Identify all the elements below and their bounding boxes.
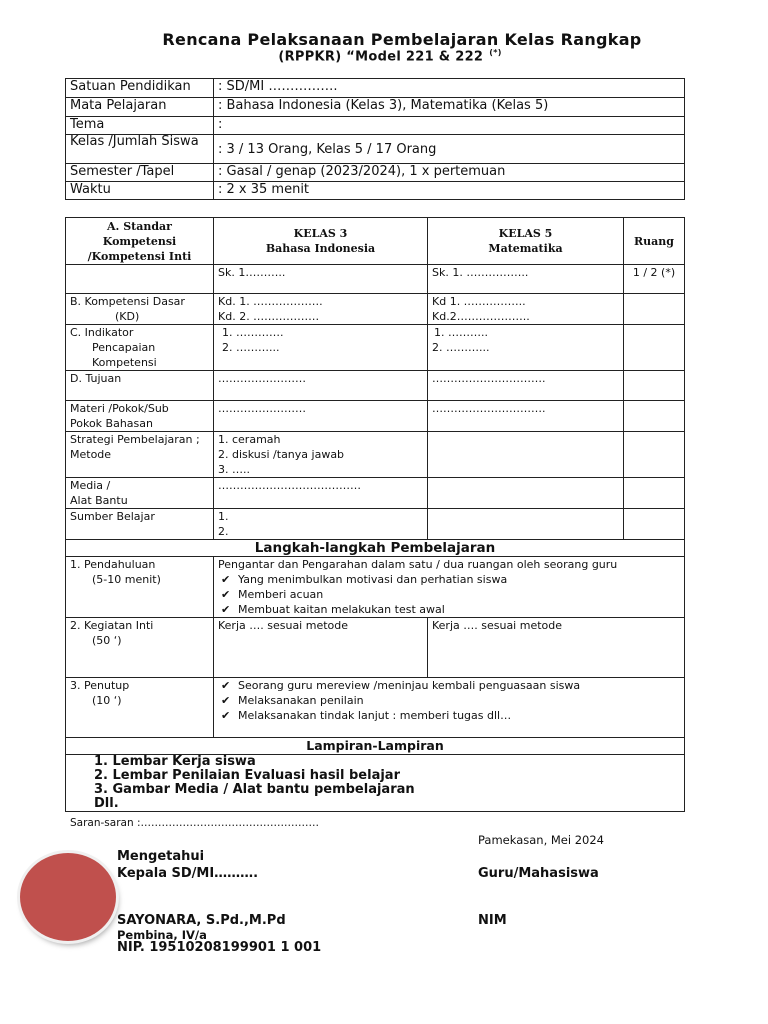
penutup-label <box>66 678 214 738</box>
header-kelas-5 <box>428 218 624 265</box>
strategi-ruang <box>624 432 685 478</box>
kepala-nip: NIP. 19510208199901 1 001 <box>117 940 322 955</box>
mengetahui: Mengetahui <box>117 849 205 864</box>
kd-label <box>66 294 214 325</box>
check-icon: ✔ <box>221 694 231 707</box>
cell-line: Kd 1. …………….. <box>432 295 526 308</box>
identity-label: Waktu <box>66 182 214 200</box>
sk-label <box>66 265 214 294</box>
header-kelas-3 <box>214 218 428 265</box>
document-title: Rencana Pelaksanaan Pembelajaran Kelas Rangkap <box>162 30 642 49</box>
sumber-kelas-5 <box>428 509 624 540</box>
label-line: 3. Penutup <box>70 679 130 692</box>
check-icon: ✔ <box>221 709 231 722</box>
label-line: Pencapaian <box>92 341 156 354</box>
media-kelas-3: ………………………………… <box>214 478 428 509</box>
header-ruang: Ruang <box>624 218 685 265</box>
header-line: /Kompetensi Inti <box>87 249 192 263</box>
media-kelas-5 <box>428 478 624 509</box>
check-icon: ✔ <box>221 603 231 616</box>
indikator-kelas-5 <box>428 325 624 371</box>
cell-line: 1. ……….. <box>434 326 488 339</box>
identity-value: : Gasal / genap (2023/2024), 1 x pertemuan <box>214 164 685 182</box>
cell-line: 2. ………... <box>222 341 280 354</box>
media-ruang <box>624 478 685 509</box>
label-line: Pokok Bahasan <box>70 417 153 430</box>
nim-label: NIM <box>478 913 507 928</box>
lampiran-item: 3. Gambar Media / Alat bantu pembelajaran <box>94 782 415 797</box>
sk-kelas-3: Sk. 1……….. <box>214 265 428 294</box>
identity-label: Kelas /Jumlah Siswa <box>66 135 214 164</box>
tujuan-label: D. Tujuan <box>66 371 214 401</box>
inti-label <box>66 618 214 678</box>
note-mark: (*) <box>489 48 502 57</box>
label-line: (5-10 menit) <box>92 573 161 586</box>
tujuan-kelas-3: …………………… <box>214 371 428 401</box>
identity-label: Semester /Tapel <box>66 164 214 182</box>
document-subtitle <box>0 48 768 64</box>
sk-kelas-5: Sk. 1. …………….. <box>428 265 624 294</box>
sumber-ruang <box>624 509 685 540</box>
label-line: (KD) <box>115 310 140 323</box>
materi-kelas-5: …………………………. <box>428 401 624 432</box>
check-item-text: Yang menimbulkan motivasi dan perhatian siswa <box>238 573 508 586</box>
tujuan-ruang <box>624 371 685 401</box>
saran: Saran-saran :…………………………………………… <box>70 817 319 829</box>
cell-line: Kd.2……………….. <box>432 310 530 323</box>
header-line: Kompetensi <box>102 234 177 248</box>
header-line: A. Standar <box>107 219 172 233</box>
label-line: B. Kompetensi Dasar <box>70 295 185 308</box>
materi-label <box>66 401 214 432</box>
label-line: (50 ‘) <box>92 634 122 647</box>
lampiran-item: Dll. <box>94 796 119 811</box>
header-line: KELAS 5 <box>498 227 553 240</box>
strategi-label <box>66 432 214 478</box>
identity-table <box>65 78 685 200</box>
label-line: Strategi Pembelajaran ; <box>70 433 200 446</box>
header-line: KELAS 3 <box>293 227 348 240</box>
indikator-ruang <box>624 325 685 371</box>
identity-value: : <box>214 117 685 135</box>
identity-label: Satuan Pendidikan <box>66 79 214 98</box>
inti-kelas-5: Kerja …. sesuai metode <box>428 618 685 678</box>
indikator-kelas-3 <box>214 325 428 371</box>
kd-kelas-3 <box>214 294 428 325</box>
label-line: 1. Pendahuluan <box>70 558 156 571</box>
subtitle-text: (RPPKR) “Model 221 & 222 <box>278 49 484 65</box>
check-item <box>218 693 680 708</box>
check-item-text: Melaksanakan tindak lanjut : memberi tugas dll… <box>238 709 512 722</box>
cell-line: 1. ceramah <box>218 433 281 446</box>
lampiran-list <box>66 755 685 812</box>
label-line: 2. Kegiatan Inti <box>70 619 154 632</box>
cell-line: 2. ………... <box>432 341 490 354</box>
sk-ruang: 1 / 2 (*) <box>624 265 685 294</box>
cell-line: 2. diskusi /tanya jawab <box>218 448 345 461</box>
identity-label: Tema <box>66 117 214 135</box>
langkah-title: Langkah-langkah Pembelajaran <box>66 540 685 557</box>
strategi-kelas-3 <box>214 432 428 478</box>
media-label <box>66 478 214 509</box>
label-line: Metode <box>70 448 112 461</box>
sumber-label: Sumber Belajar <box>66 509 214 540</box>
check-icon: ✔ <box>221 573 231 586</box>
check-item <box>218 708 680 723</box>
stamp-seal <box>20 853 116 941</box>
cell-line: Kd. 2. ……………… <box>218 310 320 323</box>
identity-value: : SD/MI ……………. <box>214 79 685 98</box>
label-line: Materi /Pokok/Sub <box>70 402 169 415</box>
header-line: Bahasa Indonesia <box>265 242 376 255</box>
check-icon: ✔ <box>221 588 231 601</box>
indikator-label <box>66 325 214 371</box>
header-line: Matematika <box>488 242 563 255</box>
kepala-name: SAYONARA, S.Pd.,M.Pd <box>117 913 286 928</box>
check-item-text: Melaksanakan penilain <box>238 694 364 707</box>
strategi-kelas-5 <box>428 432 624 478</box>
pendahuluan-content <box>214 557 685 618</box>
cell-line: 3. ….. <box>218 463 250 476</box>
label-line: Kompetensi <box>92 356 157 369</box>
lampiran-item: 2. Lembar Penilaian Evaluasi hasil belajar <box>94 768 400 783</box>
cell-line: Kd. 1. ………………. <box>218 295 323 308</box>
label-line: Alat Bantu <box>70 494 128 507</box>
materi-ruang <box>624 401 685 432</box>
label-line: (10 ‘) <box>92 694 122 707</box>
lampiran-title: Lampiran-Lampiran <box>66 738 685 755</box>
check-item <box>218 602 680 617</box>
identity-value: : 3 / 13 Orang, Kelas 5 / 17 Orang <box>214 135 685 164</box>
place-date: Pamekasan, Mei 2024 <box>478 833 605 847</box>
label-line: C. Indikator <box>70 326 134 339</box>
kepala-sekolah: Kepala SD/MI………. <box>117 866 259 881</box>
identity-label: Mata Pelajaran <box>66 98 214 117</box>
label-line: Media / <box>70 479 111 492</box>
identity-value: : Bahasa Indonesia (Kelas 3), Matematika (Kelas 5) <box>214 98 685 117</box>
main-table <box>65 217 685 812</box>
check-icon: ✔ <box>221 679 231 692</box>
cell-line: 1. <box>218 510 229 523</box>
materi-kelas-3: …………………… <box>214 401 428 432</box>
kd-kelas-5 <box>428 294 624 325</box>
kepala-pangkat: Pembina, IV/a <box>117 928 207 942</box>
cell-line: 1. …………. <box>222 326 284 339</box>
pendahuluan-intro: Pengantar dan Pengarahan dalam satu / dua ruangan oleh seorang guru <box>218 558 618 571</box>
check-item-text: Membuat kaitan melakukan test awal <box>238 603 445 616</box>
tujuan-kelas-5: …………………………. <box>428 371 624 401</box>
check-item-text: Seorang guru mereview /meninjau kembali penguasaan siswa <box>238 679 581 692</box>
lampiran-item: 1. Lembar Kerja siswa <box>94 754 256 769</box>
identity-value: : 2 x 35 menit <box>214 182 685 200</box>
header-standar-kompetensi <box>66 218 214 265</box>
penutup-content <box>214 678 685 738</box>
check-item <box>218 587 680 602</box>
guru-mahasiswa: Guru/Mahasiswa <box>478 866 599 881</box>
inti-kelas-3: Kerja …. sesuai metode <box>214 618 428 678</box>
check-item-text: Memberi acuan <box>238 588 324 601</box>
check-item <box>218 678 680 693</box>
kd-ruang <box>624 294 685 325</box>
sumber-kelas-3 <box>214 509 428 540</box>
cell-line: 2. <box>218 525 229 538</box>
check-item <box>218 572 680 587</box>
pendahuluan-label <box>66 557 214 618</box>
